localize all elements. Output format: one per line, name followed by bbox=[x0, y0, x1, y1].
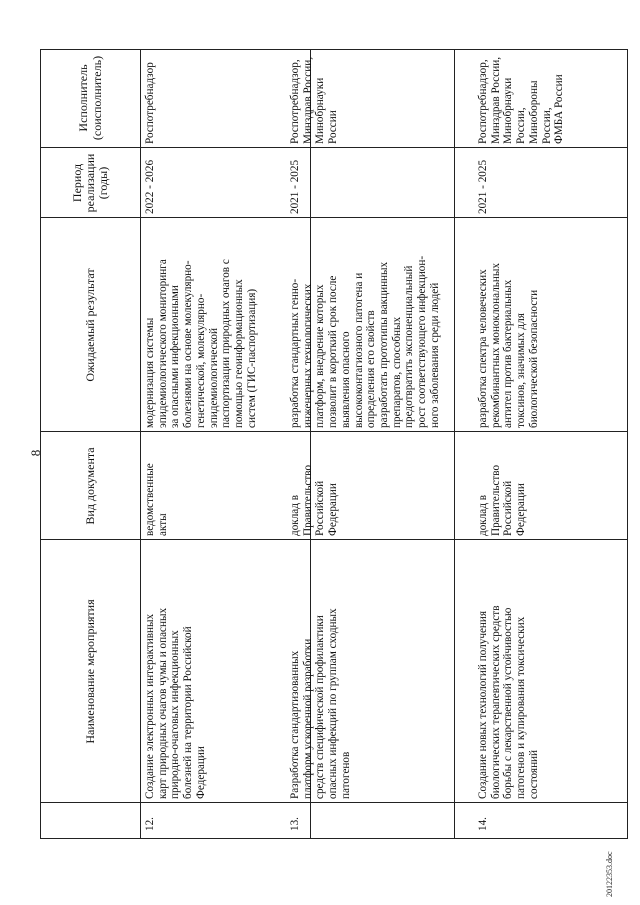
row-number: 12. bbox=[144, 817, 156, 831]
page-number: 8 bbox=[28, 449, 43, 457]
row-doc-type: доклад в Правительство Российской Федерации bbox=[289, 464, 340, 536]
header-divider bbox=[140, 50, 141, 838]
row-executor: Роспотребнадзор bbox=[144, 62, 156, 144]
document-id: 20122353.doc bbox=[605, 851, 614, 897]
row-name: Создание электронных интерактивных карт природных очагов чумы и опасных природно-очаговых инфекционных болезней на территории Российской Федерации bbox=[144, 607, 207, 799]
row-number: 14. bbox=[477, 817, 489, 831]
row-number: 13. bbox=[289, 817, 301, 831]
row-period: 2021 - 2025 bbox=[289, 159, 301, 214]
row-period: 2021 - 2025 bbox=[477, 159, 489, 214]
row-doc-type: ведомственные акты bbox=[144, 463, 169, 536]
row-executor: Роспотребнадзор, Минздрав России, Минобрнауки России bbox=[289, 57, 340, 144]
row-result: разработка стандартных генно- инженерных технологических платформ, внедрение которых позволит в короткий срок после выявления опасного высококонтагиозного патогена и определения его свойств разработать прототипы вакцинных препаратов, способных предотвратить экспоненциальный рост соответствующего инфекцион- ного заболевания среди людей bbox=[289, 255, 441, 428]
row-name: Разработка стандартизованных платформ ускоренной разработки средств специфической профилактики опасных инфекций по группам сходных патогенов bbox=[289, 608, 352, 799]
header-period: Период реализации (годы) bbox=[69, 153, 111, 213]
header-name: Наименование мероприятия bbox=[82, 599, 97, 744]
measures-table bbox=[40, 49, 628, 839]
header-result: Ожидаемый результат bbox=[82, 268, 97, 382]
row-name: Создание новых технологий получения биологических терапевтических средств борьбы с лекарственной устойчивостью патогенов и купирования токсических состояний bbox=[477, 605, 540, 799]
header-executor: Исполнитель (соисполнитель) bbox=[76, 55, 104, 141]
row-period: 2022 - 2026 bbox=[144, 159, 156, 214]
row-divider bbox=[454, 50, 455, 838]
header-doc-type: Вид документа bbox=[82, 447, 97, 525]
row-result: модернизация системы эпидемиологического мониторинга за опасными инфекционными болезнями на основе молекулярно- генетической, молекулярно- эпидемиологической паспортизации природных очагов с помощью геоинформационных систем (ГИС-паспортизация) bbox=[144, 259, 258, 428]
row-result: разработка спектра человеческих рекомбинантных моноклональных антител против бактериальных токсинов, значимых для биологической безопасности bbox=[477, 263, 540, 428]
row-doc-type: доклад в Правительство Российской Федерации bbox=[477, 464, 528, 536]
row-executor: Роспотребнадзор, Минздрав России, Минобрнауки России, Минобороны России, ФМБА России bbox=[477, 57, 566, 144]
